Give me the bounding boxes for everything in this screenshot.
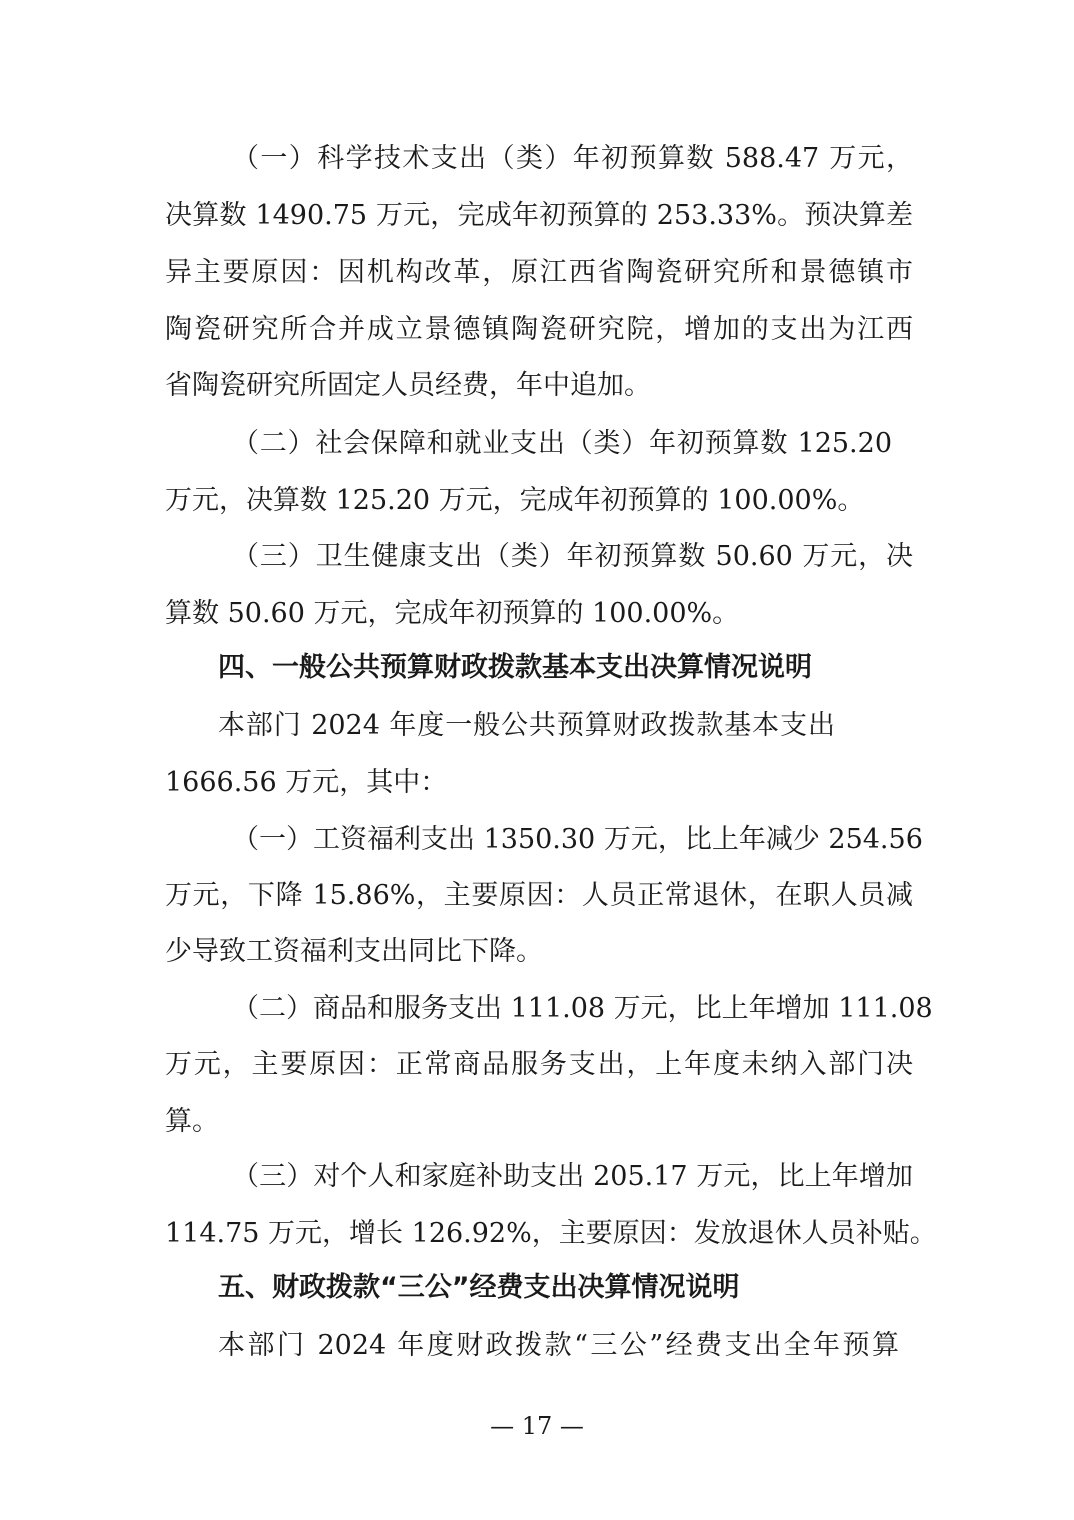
body-text-line: （二）商品和服务支出 111.08 万元，比上年增加 111.08 bbox=[232, 993, 933, 1024]
body-text-line: 本部门 2024 年度财政拨款“三公”经费支出全年预算 bbox=[218, 1330, 899, 1361]
page-number: — 17 — bbox=[490, 1412, 584, 1440]
body-text-line: 万元，主要原因：正常商品服务支出，上年度未纳入部门决 bbox=[165, 1049, 913, 1080]
body-text-line: （三）对个人和家庭补助支出 205.17 万元，比上年增加 bbox=[232, 1161, 913, 1192]
body-text-line: 114.75 万元，增长 126.92%，主要原因：发放退休人员补贴。 bbox=[165, 1218, 937, 1249]
body-text-line: 算数 50.60 万元，完成年初预算的 100.00%。 bbox=[165, 598, 740, 629]
body-text-line: 万元，决算数 125.20 万元，完成年初预算的 100.00%。 bbox=[165, 485, 865, 516]
section-heading: 五、财政拨款“三公”经费支出决算情况说明 bbox=[218, 1272, 740, 1303]
body-text-line: 异主要原因：因机构改革，原江西省陶瓷研究所和景德镇市 bbox=[165, 257, 913, 288]
body-text-line: （一）工资福利支出 1350.30 万元，比上年减少 254.56 bbox=[232, 824, 923, 855]
body-text-line: 1666.56 万元，其中： bbox=[165, 767, 448, 798]
body-text-line: （二）社会保障和就业支出（类）年初预算数 125.20 bbox=[232, 428, 892, 459]
body-text-line: 少导致工资福利支出同比下降。 bbox=[165, 936, 543, 967]
body-text-line: 万元，下降 15.86%，主要原因：人员正常退休，在职人员减 bbox=[165, 880, 913, 911]
body-text-line: 省陶瓷研究所固定人员经费，年中追加。 bbox=[165, 370, 651, 401]
body-text-line: 算。 bbox=[165, 1106, 219, 1137]
body-text-line: 决算数 1490.75 万元，完成年初预算的 253.33%。预决算差 bbox=[165, 200, 913, 231]
section-heading: 四、一般公共预算财政拨款基本支出决算情况说明 bbox=[218, 652, 812, 683]
body-text-line: 本部门 2024 年度一般公共预算财政拨款基本支出 bbox=[218, 710, 835, 741]
body-text-line: （三）卫生健康支出（类）年初预算数 50.60 万元，决 bbox=[232, 541, 913, 572]
body-text-line: 陶瓷研究所合并成立景德镇陶瓷研究院，增加的支出为江西 bbox=[165, 314, 913, 345]
body-text-line: （一）科学技术支出（类）年初预算数 588.47 万元， bbox=[232, 143, 913, 174]
